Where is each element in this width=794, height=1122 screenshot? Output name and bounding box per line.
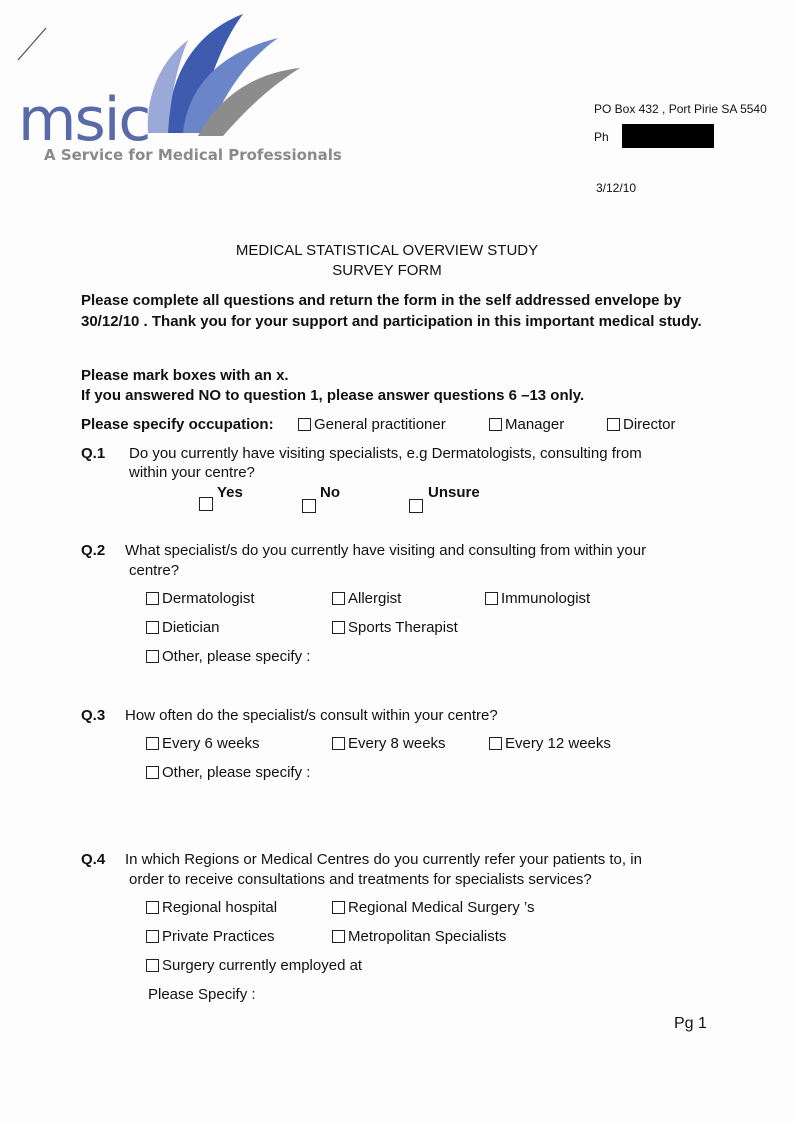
occupation-label: Please specify occupation: — [81, 416, 274, 433]
checkbox[interactable] — [146, 650, 159, 663]
q4-surgery-employed-at[interactable]: Surgery currently employed at — [146, 957, 362, 974]
form-title: MEDICAL STATISTICAL OVERVIEW STUDY — [235, 242, 539, 259]
q2-allergist[interactable]: Allergist — [332, 590, 401, 607]
checkbox[interactable] — [607, 418, 620, 431]
q2-dietician[interactable]: Dietician — [146, 619, 220, 636]
q3-every-8-weeks[interactable]: Every 8 weeks — [332, 735, 446, 752]
occupation-manager[interactable]: Manager — [489, 416, 564, 433]
q4-metropolitan-specialists[interactable]: Metropolitan Specialists — [332, 928, 506, 945]
checkbox[interactable] — [146, 766, 159, 779]
checkbox[interactable] — [146, 737, 159, 750]
q2-dermatologist[interactable]: Dermatologist — [146, 590, 255, 607]
q2-sports-therapist[interactable]: Sports Therapist — [332, 619, 458, 636]
q1-yes-label: Yes — [217, 484, 243, 501]
q4-private-practices[interactable]: Private Practices — [146, 928, 275, 945]
q3-other[interactable]: Other, please specify : — [146, 764, 310, 781]
q2-number: Q.2 — [81, 542, 106, 559]
checkbox[interactable] — [332, 621, 345, 634]
q4-number: Q.4 — [81, 851, 106, 868]
phone-label: Ph — [594, 130, 609, 144]
q1-text-line2: within your centre? — [129, 464, 255, 481]
msic-logo — [18, 8, 342, 168]
logo-wordmark: msic — [18, 85, 150, 155]
q1-number: Q.1 — [81, 445, 106, 462]
checkbox[interactable] — [485, 592, 498, 605]
q1-no-checkbox[interactable] — [302, 499, 316, 513]
q1-text-line1: Do you currently have visiting specialists, e.g Dermatologists, consulting from — [129, 445, 642, 462]
instruction-skip-rule: If you answered NO to question 1, please answer questions 6 –13 only. — [81, 387, 585, 404]
q3-every-12-weeks[interactable]: Every 12 weeks — [489, 735, 611, 752]
instruction-mark-boxes: Please mark boxes with an x. — [81, 367, 289, 384]
q1-no-label: No — [320, 484, 340, 501]
q1-yes-checkbox[interactable] — [199, 497, 213, 511]
checkbox[interactable] — [146, 901, 159, 914]
q4-please-specify: Please Specify : — [148, 986, 256, 1003]
checkbox[interactable] — [332, 737, 345, 750]
q4-text-line2: order to receive consultations and treatments for specialists services? — [129, 871, 592, 888]
q4-text-line1: In which Regions or Medical Centres do you currently refer your patients to, in — [125, 851, 642, 868]
q2-text-line2: centre? — [129, 562, 180, 579]
q3-every-6-weeks[interactable]: Every 6 weeks — [146, 735, 260, 752]
checkbox[interactable] — [146, 930, 159, 943]
checkbox[interactable] — [146, 621, 159, 634]
q2-text-line1: What specialist/s do you currently have visiting and consulting from within your — [125, 542, 647, 559]
q4-regional-medical-surgery[interactable]: Regional Medical Surgery ’s — [332, 899, 534, 916]
occupation-general-practitioner[interactable]: General practitioner — [298, 416, 446, 433]
occupation-director[interactable]: Director — [607, 416, 676, 433]
checkbox[interactable] — [332, 930, 345, 943]
checkbox[interactable] — [146, 959, 159, 972]
checkbox[interactable] — [332, 592, 345, 605]
q3-text: How often do the specialist/s consult within your centre? — [125, 707, 498, 724]
checkbox[interactable] — [146, 592, 159, 605]
phone-redaction — [622, 124, 714, 148]
postal-address: PO Box 432 , Port Pirie SA 5540 — [594, 102, 767, 116]
checkbox[interactable] — [489, 418, 502, 431]
q4-regional-hospital[interactable]: Regional hospital — [146, 899, 277, 916]
checkbox[interactable] — [298, 418, 311, 431]
form-subtitle: SURVEY FORM — [332, 262, 442, 279]
intro-paragraph: Please complete all questions and return the form in the self addressed envelope by 30/12/10 . Thank you for your support and participation in this important medical study. — [81, 292, 702, 330]
logo-tagline: A Service for Medical Professionals — [44, 146, 342, 164]
q3-number: Q.3 — [81, 707, 106, 724]
form-date: 3/12/10 — [596, 181, 637, 195]
checkbox[interactable] — [489, 737, 502, 750]
checkbox[interactable] — [332, 901, 345, 914]
q1-unsure-label: Unsure — [428, 484, 480, 501]
q2-immunologist[interactable]: Immunologist — [485, 590, 590, 607]
page-number: Pg 1 — [674, 1015, 707, 1032]
q1-unsure-checkbox[interactable] — [409, 499, 423, 513]
q2-other[interactable]: Other, please specify : — [146, 648, 310, 665]
